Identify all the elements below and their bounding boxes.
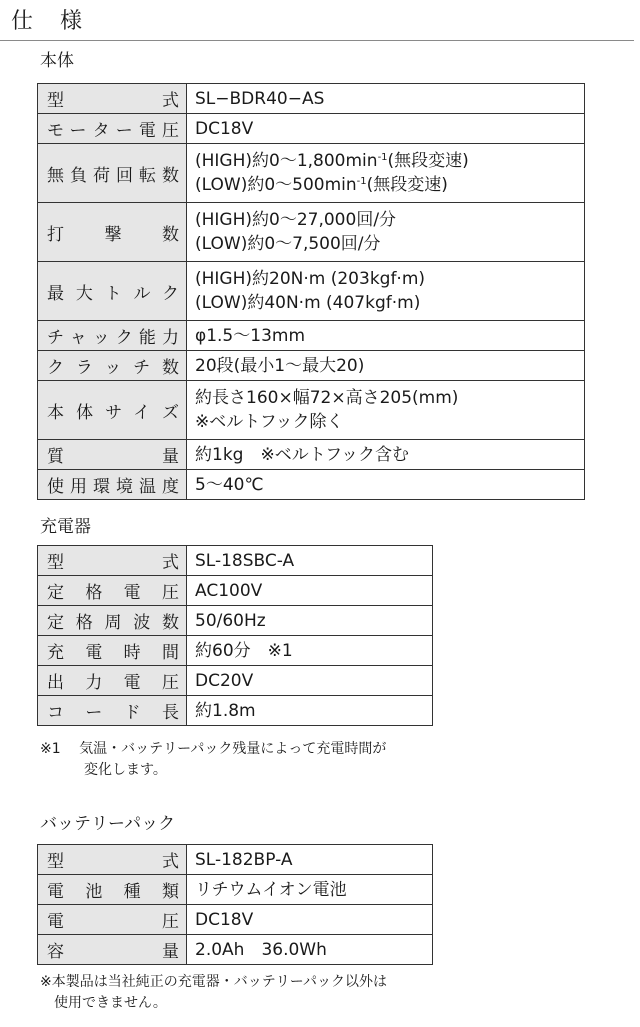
spec-value-line: SL−BDR40−AS xyxy=(195,88,325,109)
spec-value xyxy=(187,351,585,381)
spec-label: 定格周波数 xyxy=(38,606,187,636)
battery-footnote xyxy=(40,972,387,1014)
spec-label: 容 量 xyxy=(38,935,187,965)
spec-value xyxy=(187,144,585,203)
spec-label: チャック能力 xyxy=(38,321,187,351)
spec-value-line: (HIGH)約0〜27,000回/分 xyxy=(195,210,397,230)
table-row xyxy=(38,381,585,440)
spec-value-line: (HIGH)約20N·m (203kgf·m) xyxy=(195,269,426,289)
main-unit-spec-table xyxy=(37,83,585,500)
spec-label: 電池種類 xyxy=(38,875,187,905)
value-text: (LOW)約0〜500min xyxy=(195,175,357,195)
table-row xyxy=(38,636,433,666)
footnote-text-line2: 変化します。 xyxy=(84,762,167,778)
table-row xyxy=(38,144,585,203)
page-title: 仕 様 xyxy=(11,9,92,34)
spec-value xyxy=(187,381,585,440)
spec-value-line: 約長さ160×幅72×高さ205(mm) xyxy=(195,388,459,408)
spec-label: 型 式 xyxy=(38,845,187,875)
spec-label: モーター電圧 xyxy=(38,114,187,144)
value-text: (HIGH)約0〜1,800min xyxy=(195,151,378,171)
value-note: (無段変速) xyxy=(387,151,469,171)
footnote-text-line2: 使用できません。 xyxy=(54,995,167,1011)
footnote-text-line1: ※本製品は当社純正の充電器・バッテリーパック以外は xyxy=(40,974,388,990)
charger-spec-table xyxy=(37,545,433,726)
spec-label: コード長 xyxy=(38,696,187,726)
spec-label: 打 撃 数 xyxy=(38,203,187,262)
spec-value: DC18V xyxy=(187,905,433,935)
table-row xyxy=(38,262,585,321)
spec-label: 出力電圧 xyxy=(38,666,187,696)
table-row xyxy=(38,666,433,696)
spec-value: リチウムイオン電池 xyxy=(187,875,433,905)
spec-value-line: 5〜40℃ xyxy=(195,474,264,495)
spec-value: SL-18SBC-A xyxy=(187,546,433,576)
spec-value xyxy=(187,262,585,321)
table-row xyxy=(38,351,585,381)
spec-label: 本体サイズ xyxy=(38,381,187,440)
table-row xyxy=(38,321,585,351)
spec-value xyxy=(187,440,585,470)
spec-value: DC20V xyxy=(187,666,433,696)
table-row xyxy=(38,546,433,576)
spec-value xyxy=(187,470,585,500)
table-row xyxy=(38,696,433,726)
spec-value-line: 20段(最小1〜最大20) xyxy=(195,355,365,376)
table-row xyxy=(38,470,585,500)
table-row xyxy=(38,440,585,470)
spec-label: 電 圧 xyxy=(38,905,187,935)
spec-value xyxy=(187,84,585,114)
table-row xyxy=(38,203,585,262)
spec-label: 型 式 xyxy=(38,84,187,114)
spec-label: 最大トルク xyxy=(38,262,187,321)
spec-label: 質 量 xyxy=(38,440,187,470)
spec-value-line: ※ベルトフック除く xyxy=(195,412,344,432)
spec-value: 50/60Hz xyxy=(187,606,433,636)
spec-label: クラッチ数 xyxy=(38,351,187,381)
title-divider xyxy=(0,40,634,41)
spec-label: 使用環境温度 xyxy=(38,470,187,500)
spec-value-line: DC18V xyxy=(195,118,254,139)
spec-value: AC100V xyxy=(187,576,433,606)
spec-value-line: φ1.5〜13mm xyxy=(195,325,306,346)
spec-value-line xyxy=(195,149,576,173)
battery-spec-table xyxy=(37,844,433,965)
spec-value xyxy=(187,114,585,144)
spec-value: SL-182BP-A xyxy=(187,845,433,875)
table-row xyxy=(38,84,585,114)
charger-footnote xyxy=(40,739,386,781)
value-note: (無段変速) xyxy=(366,175,448,195)
exponent: -1 xyxy=(377,152,388,163)
spec-value: 約60分 ※1 xyxy=(187,636,433,666)
footnote-text-line1: 気温・バッテリーパック残量によって充電時間が xyxy=(79,741,387,757)
spec-value-line: 約1kg ※ベルトフック含む xyxy=(195,444,409,465)
section-heading-charger: 充電器 xyxy=(40,517,91,537)
spec-value-line: (LOW)約0〜7,500回/分 xyxy=(195,234,381,254)
section-heading-battery: バッテリーパック xyxy=(40,814,176,834)
table-row xyxy=(38,845,433,875)
spec-value-line: (LOW)約40N·m (407kgf·m) xyxy=(195,293,421,313)
spec-value: 2.0Ah 36.0Wh xyxy=(187,935,433,965)
spec-label: 定格電圧 xyxy=(38,576,187,606)
spec-value-line xyxy=(195,173,576,197)
spec-label: 型 式 xyxy=(38,546,187,576)
spec-label: 無負荷回転数 xyxy=(38,144,187,203)
table-row xyxy=(38,905,433,935)
table-row xyxy=(38,114,585,144)
table-row xyxy=(38,935,433,965)
spec-value xyxy=(187,203,585,262)
exponent: -1 xyxy=(356,176,367,187)
table-row xyxy=(38,576,433,606)
table-row xyxy=(38,875,433,905)
spec-label: 充電時間 xyxy=(38,636,187,666)
footnote-marker: ※1 xyxy=(40,741,61,757)
table-row xyxy=(38,606,433,636)
spec-value xyxy=(187,321,585,351)
spec-value: 約1.8m xyxy=(187,696,433,726)
section-heading-main-unit: 本体 xyxy=(40,51,74,71)
